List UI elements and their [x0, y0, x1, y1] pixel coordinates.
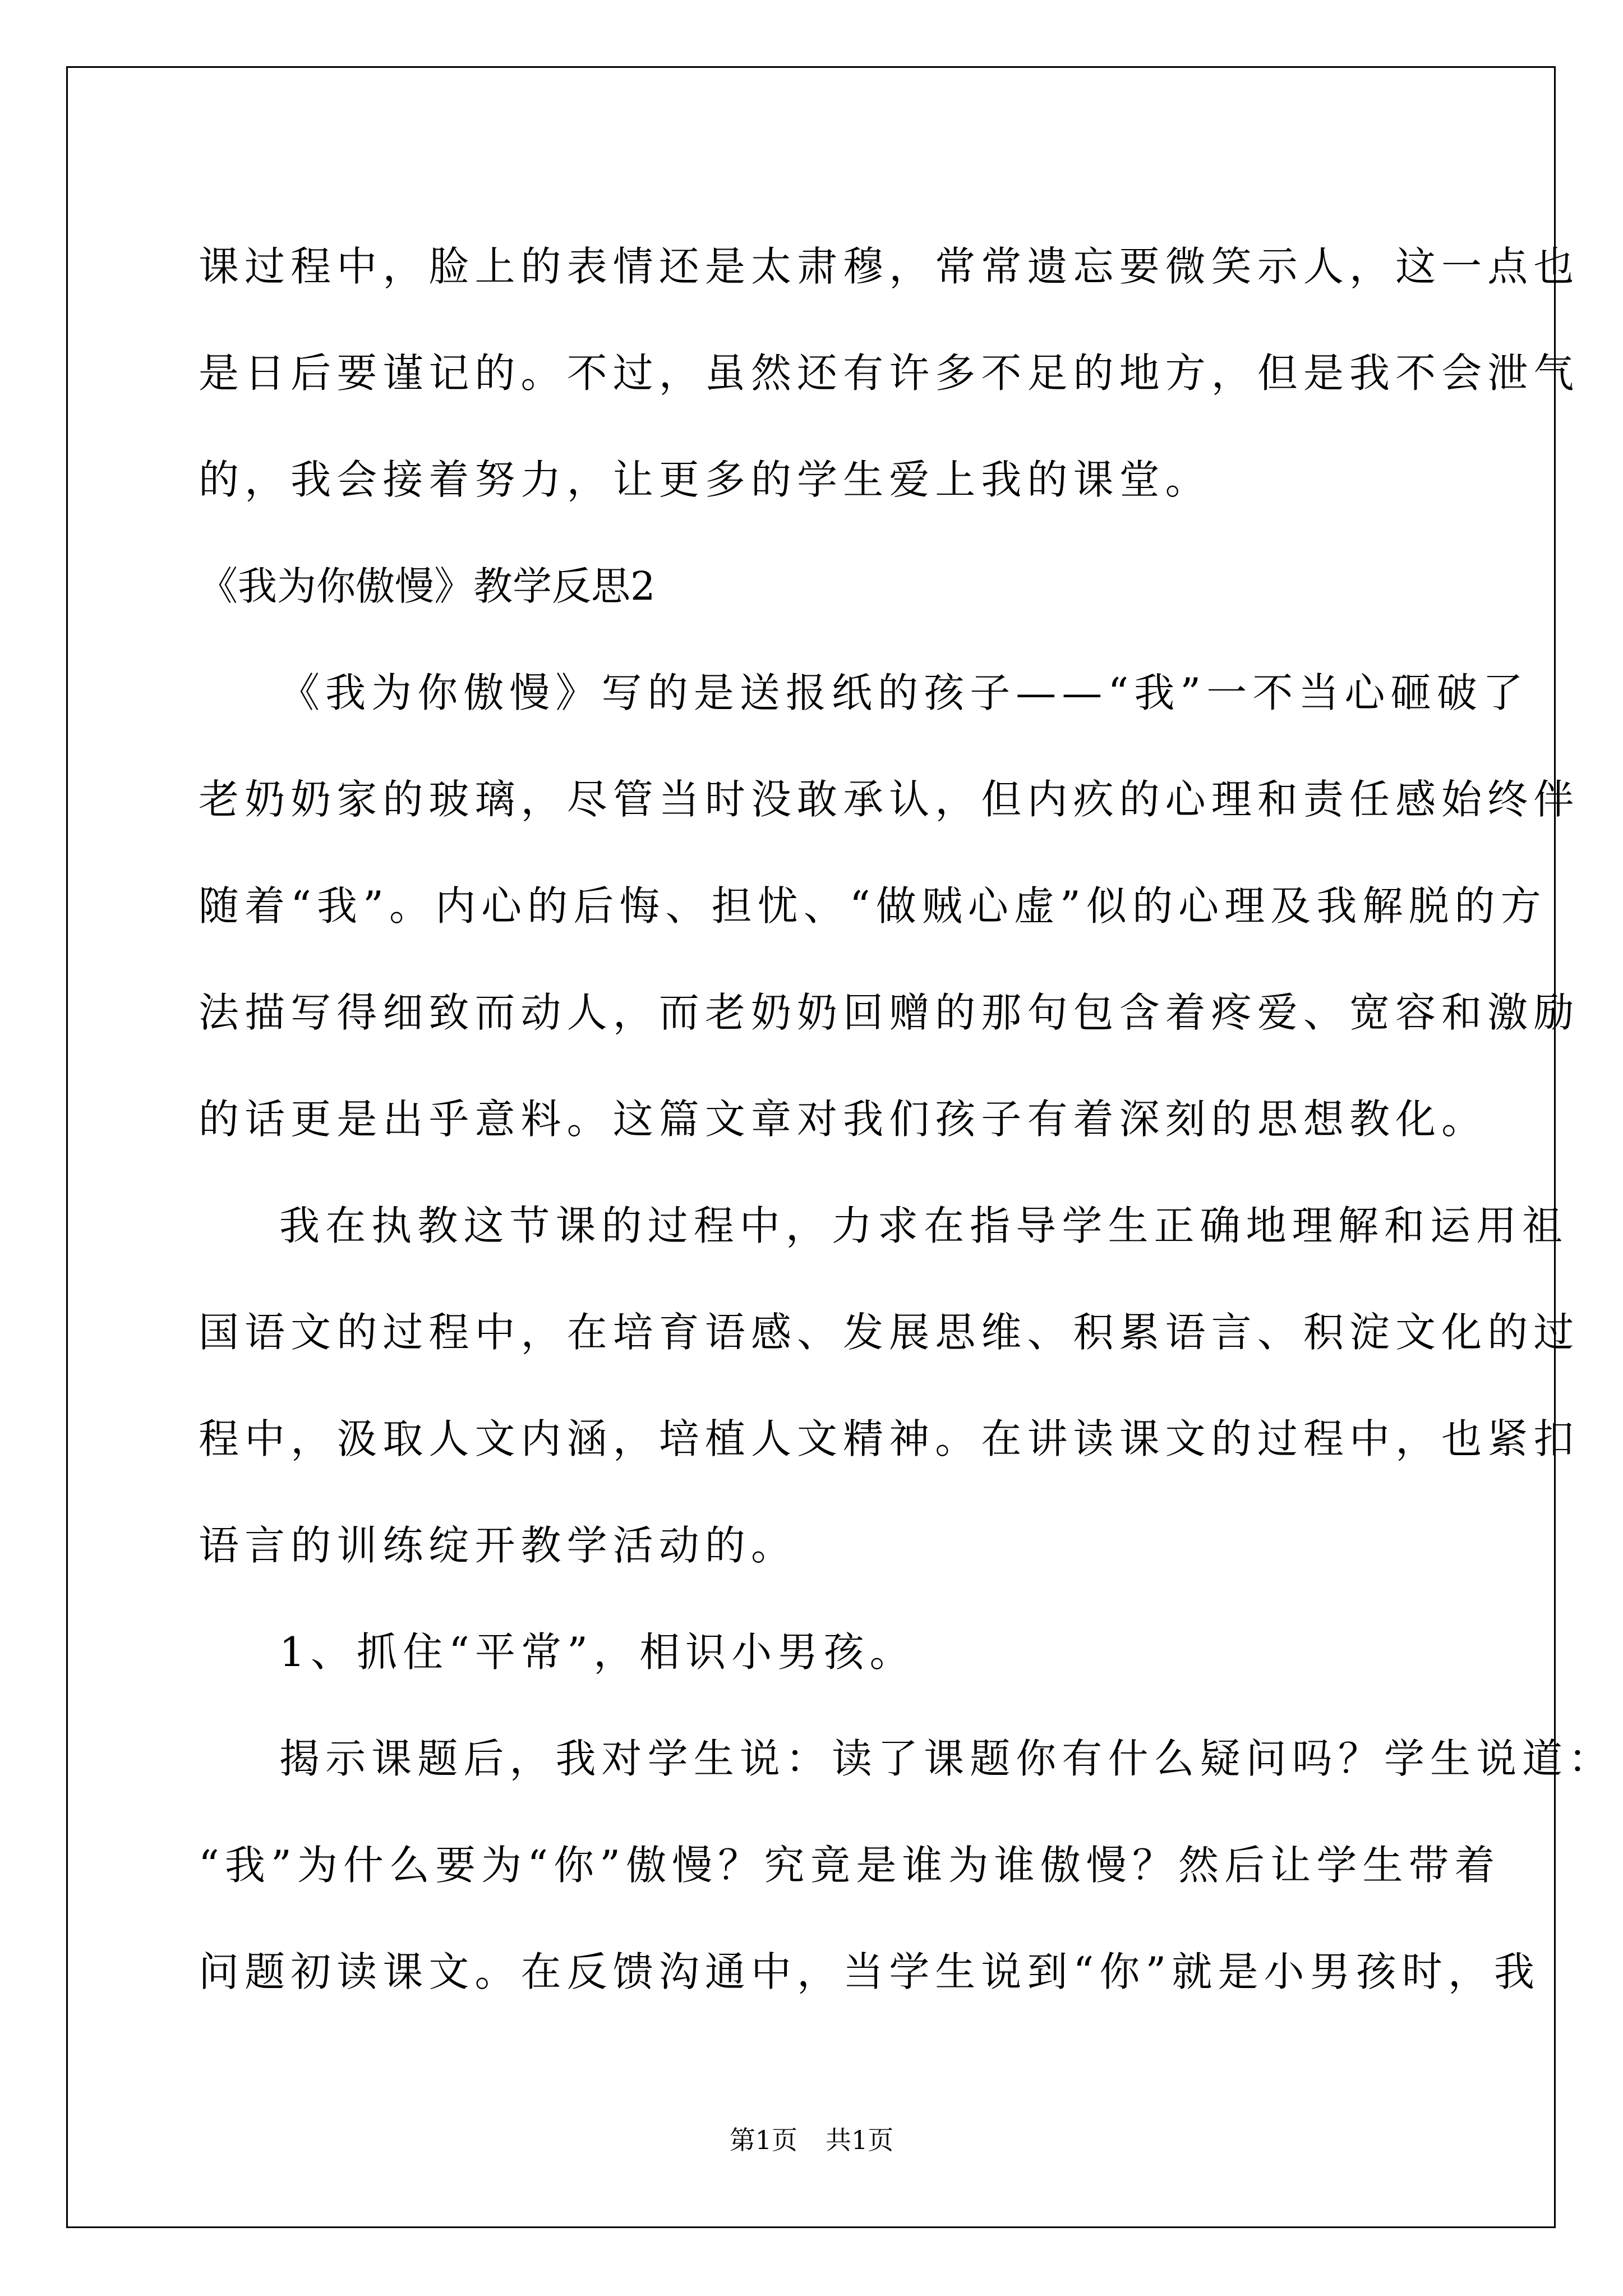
text-line: 问题初读课文。在反馈沟通中，当学生说到“你”就是小男孩时，我 — [199, 1948, 1541, 1995]
page-number: 第1页 — [729, 2125, 797, 2155]
text-line: 语言的训练绽开教学活动的。 — [199, 1522, 797, 1569]
text-line: 课过程中，脸上的表情还是太肃穆，常常遗忘要微笑示人，这一点也 — [199, 243, 1580, 290]
section-heading: 《我为你傲慢》教学反思2 — [199, 563, 656, 609]
text-line: 随着“我”。内心的后悔、担忧、“做贼心虚”似的心理及我解脱的方 — [199, 882, 1547, 930]
text-line: 的话更是出乎意料。这篇文章对我们孩子有着深刻的思想教化。 — [199, 1096, 1488, 1143]
text-line: 的，我会接着努力，让更多的学生爱上我的课堂。 — [199, 456, 1211, 503]
text-line: 程中，汲取人文内涵，培植人文精神。在讲读课文的过程中，也紧扣 — [199, 1415, 1580, 1462]
text-line: 是日后要谨记的。不过，虽然还有许多不足的地方，但是我不会泄气 — [199, 349, 1580, 397]
text-line: 法描写得细致而动人，而老奶奶回赠的那句包含着疼爱、宽容和激励 — [199, 989, 1580, 1036]
text-line: 国语文的过程中，在培育语感、发展思维、积累语言、积淀文化的过 — [199, 1309, 1580, 1356]
list-item: 1、抓住“平常”，相识小男孩。 — [279, 1628, 916, 1676]
document-body — [199, 213, 1615, 2025]
text-line: “我”为什么要为“你”傲慢？究竟是谁为谁傲慢？然后让学生带着 — [199, 1842, 1501, 1889]
text-line: 老奶奶家的玻璃，尽管当时没敢承认，但内疚的心理和责任感始终伴 — [199, 776, 1580, 823]
page-footer — [0, 2123, 1623, 2157]
text-line: 《我为你傲慢》写的是送报纸的孩子——“我”一不当心砸破了 — [279, 669, 1529, 716]
page-total: 共1页 — [826, 2125, 894, 2155]
text-line: 揭示课题后，我对学生说：读了课题你有什么疑问吗？学生说道： — [279, 1735, 1615, 1782]
text-line: 我在执教这节课的过程中，力求在指导学生正确地理解和运用祖 — [279, 1202, 1569, 1249]
